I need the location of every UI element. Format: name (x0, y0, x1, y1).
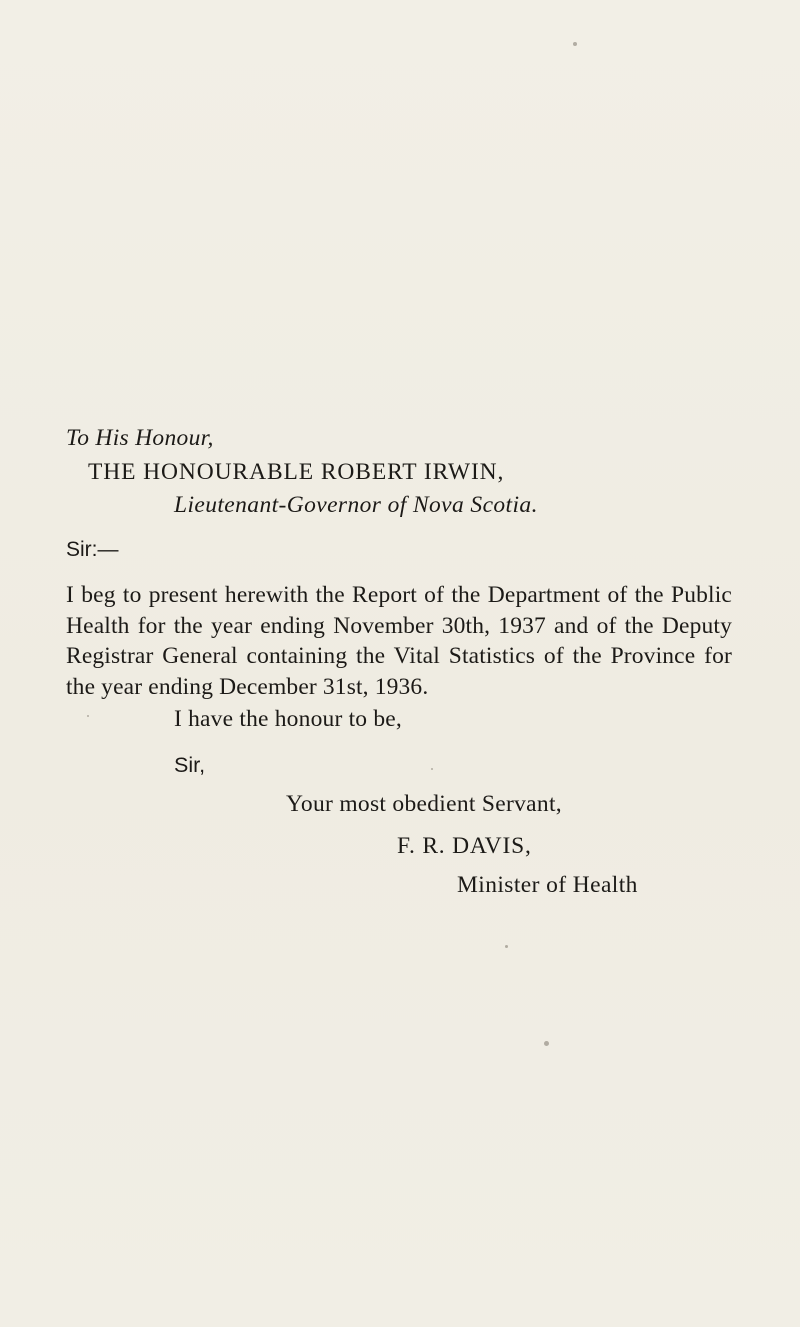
paper-speck (544, 1041, 549, 1046)
paper-speck (431, 768, 433, 770)
signature-name: F. R. DAVIS, (397, 833, 532, 859)
closing-line-sir: Sir, (174, 753, 206, 777)
closing-line-honour: I have the honour to be, (174, 706, 402, 732)
paper-speck (505, 945, 508, 948)
addressee-title: Lieutenant-Governor of Nova Scotia. (174, 492, 538, 518)
opening-salutation: Sir:— (66, 538, 119, 561)
paper-speck (573, 42, 577, 46)
signer-title: Minister of Health (457, 872, 638, 898)
addressee-name: THE HONOURABLE ROBERT IRWIN, (88, 459, 505, 485)
body-paragraph: I beg to present herewith the Report of the Department of the Public Health for the year ending November 30th, 1937 and of the Deputy Registrar General containing the Vital Statistics of the Province for the year ending December 31st, 1936. (66, 582, 732, 700)
closing-line-servant: Your most obedient Servant, (286, 791, 562, 817)
paper-speck (87, 715, 89, 717)
salutation-to: To His Honour, (66, 425, 214, 451)
